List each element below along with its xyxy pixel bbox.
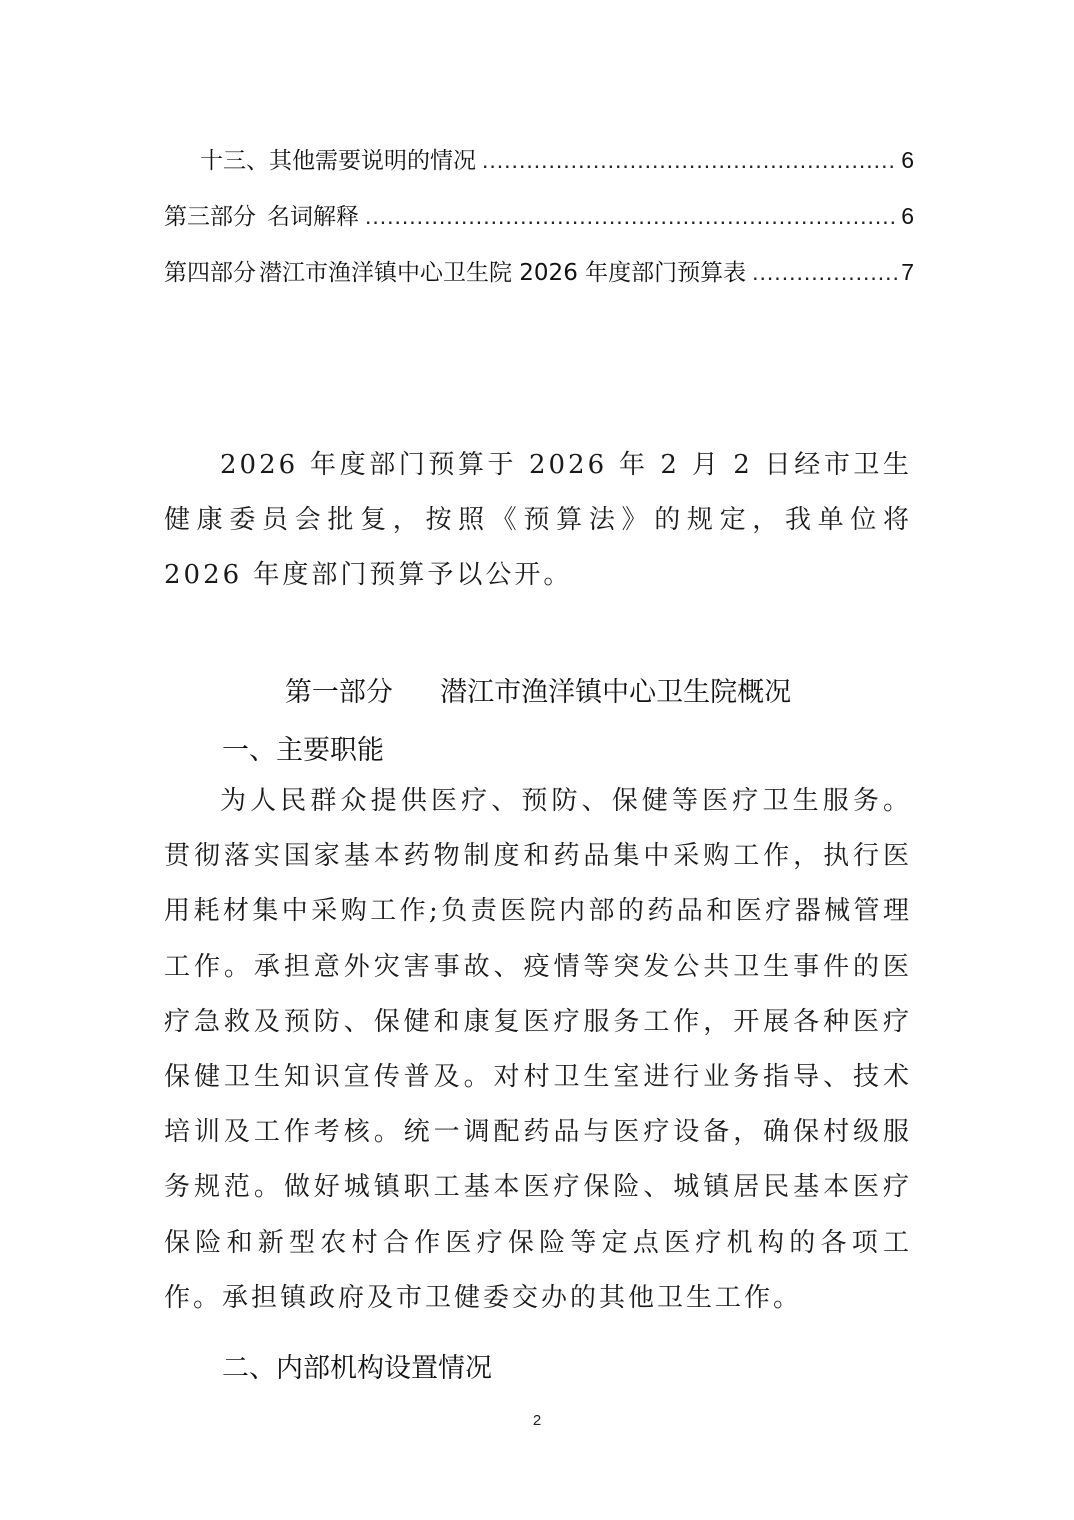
part-label: 第一部分: [284, 677, 393, 708]
part-one-title: [164, 670, 912, 709]
toc-entry-part4[interactable]: [164, 254, 914, 294]
toc-leader-dots: [365, 203, 897, 230]
toc-entry-part: 第四部分: [164, 260, 256, 286]
page-number: 2: [532, 1412, 542, 1429]
toc-leader-dots: [482, 147, 897, 174]
toc-entry-title: 潜江市渔洋镇中心卫生院 2026 年度部门预算表: [258, 260, 747, 286]
toc-entry-part: 第三部分: [164, 204, 256, 230]
toc-entry-part3[interactable]: [164, 198, 914, 238]
toc-leader-dots: [752, 259, 897, 286]
toc-page-number: 6: [901, 147, 914, 173]
toc-entry-13[interactable]: [200, 142, 914, 182]
part-title: 潜江市渔洋镇中心卫生院概况: [440, 677, 792, 708]
toc-page-number: 7: [901, 259, 914, 285]
intro-paragraph: 2026 年度部门预算于 2026 年 2 月 2 日经市卫生健康委员会批复，按照《预算法》的规定，我单位将 2026 年度部门预算予以公开。: [164, 450, 912, 591]
toc-page-number: 6: [901, 203, 914, 229]
section-heading-structure: 二、内部机构设置情况: [222, 1353, 492, 1384]
section-heading-functions: 一、主要职能: [222, 735, 384, 766]
toc-entry-title: 名词解释: [266, 204, 359, 230]
toc-entry-title: 十三、其他需要说明的情况: [200, 148, 476, 174]
functions-paragraph: 为人民群众提供医疗、预防、保健等医疗卫生服务。贯彻落实国家基本药物制度和药品集中采购工作，执行医用耗材集中采购工作;负责医院内部的药品和医疗器械管理工作。承担意外灾害事故、疫情等突发公共卫生事件的医疗急救及预防、保健和康复医疗服务工作，开展各种医疗保健卫生知识宣传普及。对村卫生室进行业务指导、技术培训及工作考核。统一调配药品与医疗设备，确保村级服务规范。做好城镇职工基本医疗保险、城镇居民基本医疗保险和新型农村合作医疗保险等定点医疗机构的各项工作。承担镇政府及市卫健委交办的其他卫生工作。: [164, 786, 912, 1313]
